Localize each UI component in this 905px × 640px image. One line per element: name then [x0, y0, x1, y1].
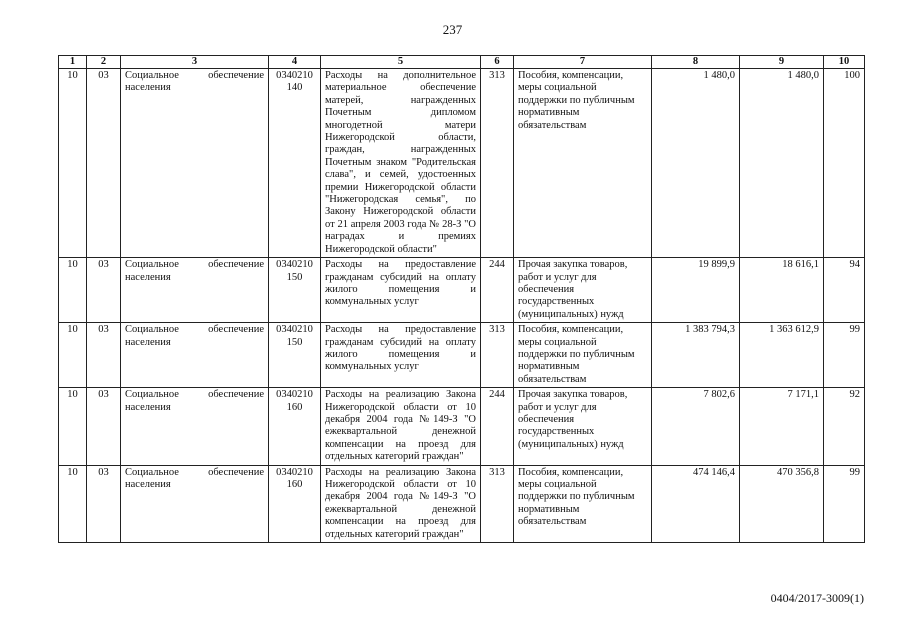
target-code-cell: 0340210 150 [269, 258, 321, 323]
percent-cell: 99 [824, 465, 865, 542]
document-code: 0404/2017-3009(1) [770, 591, 864, 605]
column-header: 7 [514, 56, 652, 69]
table-row [59, 323, 865, 388]
planned-amount-cell: 7 802,6 [652, 388, 740, 465]
section-code-cell: 10 [59, 388, 87, 465]
section-code-cell: 10 [59, 465, 87, 542]
expense-description-cell: Расходы на предоставление гражданам субсидий на оплату жилого помещения и коммунальных услуг [321, 323, 481, 388]
table-row [59, 388, 865, 465]
expense-description-cell: Расходы на дополнительное материальное обеспечение матерей, награжденных Почетным дипломом многодетной матери Нижегородской области, граждан, награжденных Почетным знаком "Родительская слава", и семей, удостоенных премии Нижегородской области "Нижегородская семья", по Закону Нижегородской области от 21 апреля 2003 года № 28-З "О наградах и премиях Нижегородской области" [321, 69, 481, 258]
expense-type-code-cell: 313 [481, 465, 514, 542]
section-name-cell: Социальное обеспечение населения [121, 465, 269, 542]
subsection-code-cell: 03 [87, 388, 121, 465]
column-header: 6 [481, 56, 514, 69]
expense-type-code-cell: 313 [481, 323, 514, 388]
column-header: 8 [652, 56, 740, 69]
table-row [59, 69, 865, 258]
expense-description-cell: Расходы на реализацию Закона Нижегородской области от 10 декабря 2004 года №149-З "О ежеквартальной денежной компенсации на проезд для отдельных категорий граждан" [321, 388, 481, 465]
actual-amount-cell: 18 616,1 [740, 258, 824, 323]
table-header-row [59, 56, 865, 69]
expense-type-name-cell: Прочая закупка товаров, работ и услуг для обеспечения государственных (муниципальных) нужд [514, 258, 652, 323]
percent-cell: 94 [824, 258, 865, 323]
column-header: 1 [59, 56, 87, 69]
planned-amount-cell: 19 899,9 [652, 258, 740, 323]
section-code-cell: 10 [59, 258, 87, 323]
column-header: 4 [269, 56, 321, 69]
expense-type-code-cell: 244 [481, 258, 514, 323]
actual-amount-cell: 7 171,1 [740, 388, 824, 465]
percent-cell: 100 [824, 69, 865, 258]
section-name-cell: Социальное обеспечение населения [121, 258, 269, 323]
percent-cell: 92 [824, 388, 865, 465]
planned-amount-cell: 1 480,0 [652, 69, 740, 258]
target-code-cell: 0340210 160 [269, 388, 321, 465]
target-code-cell: 0340210 150 [269, 323, 321, 388]
expense-description-cell: Расходы на реализацию Закона Нижегородской области от 10 декабря 2004 года №149-З "О ежеквартальной денежной компенсации на проезд для отдельных категорий граждан" [321, 465, 481, 542]
subsection-code-cell: 03 [87, 465, 121, 542]
planned-amount-cell: 474 146,4 [652, 465, 740, 542]
subsection-code-cell: 03 [87, 258, 121, 323]
subsection-code-cell: 03 [87, 323, 121, 388]
section-code-cell: 10 [59, 323, 87, 388]
column-header: 10 [824, 56, 865, 69]
expense-type-code-cell: 244 [481, 388, 514, 465]
column-header: 5 [321, 56, 481, 69]
expense-type-code-cell: 313 [481, 69, 514, 258]
section-name-cell: Социальное обеспечение населения [121, 388, 269, 465]
subsection-code-cell: 03 [87, 69, 121, 258]
column-header: 9 [740, 56, 824, 69]
actual-amount-cell: 470 356,8 [740, 465, 824, 542]
page-number: 237 [442, 22, 463, 37]
expense-type-name-cell: Пособия, компенсации, меры социальной поддержки по публичным нормативным обязательствам [514, 465, 652, 542]
expense-description-cell: Расходы на предоставление гражданам субсидий на оплату жилого помещения и коммунальных услуг [321, 258, 481, 323]
section-name-cell: Социальное обеспечение населения [121, 69, 269, 258]
column-header: 3 [121, 56, 269, 69]
actual-amount-cell: 1 480,0 [740, 69, 824, 258]
target-code-cell: 0340210 160 [269, 465, 321, 542]
table-row [59, 465, 865, 542]
expense-type-name-cell: Пособия, компенсации, меры социальной поддержки по публичным нормативным обязательствам [514, 69, 652, 258]
percent-cell: 99 [824, 323, 865, 388]
table-row [59, 258, 865, 323]
section-name-cell: Социальное обеспечение населения [121, 323, 269, 388]
target-code-cell: 0340210 140 [269, 69, 321, 258]
section-code-cell: 10 [59, 69, 87, 258]
expense-type-name-cell: Пособия, компенсации, меры социальной поддержки по публичным нормативным обязательствам [514, 323, 652, 388]
column-header: 2 [87, 56, 121, 69]
actual-amount-cell: 1 363 612,9 [740, 323, 824, 388]
expense-type-name-cell: Прочая закупка товаров, работ и услуг для обеспечения государственных (муниципальных) нужд [514, 388, 652, 465]
budget-table [58, 55, 865, 543]
planned-amount-cell: 1 383 794,3 [652, 323, 740, 388]
